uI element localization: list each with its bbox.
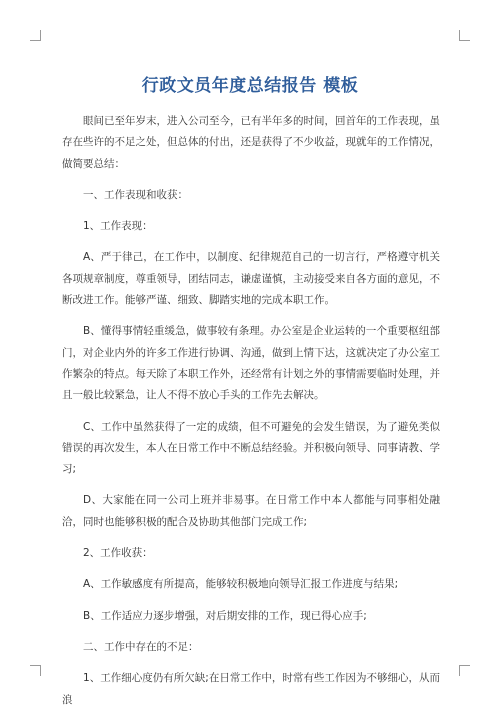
subheading-work-gains: 2、工作收获： — [83, 547, 153, 560]
crop-mark-bottom-left — [30, 665, 41, 676]
paragraph-performance-c: C、工作中虽然获得了一定的成绩，但不可避免的会发生错误，为了避免类似错误的再次发生，本人在日常工作中不断总结经验。并积极向领导、同事请教、学习; — [62, 420, 440, 476]
crop-mark-top-left — [30, 30, 41, 41]
paragraph-gains-b: B、工作适应力逐步增强，对后期安排的工作，现已得心应手; — [83, 609, 367, 622]
paragraph-intro: 眼间已至年岁末，进入公司至今，已有半年多的时间，回首年的工作表现，虽存在些许的不足之处，但总体的付出，还是获得了不少收益，现就年的工作情况，做简要总结： — [62, 115, 440, 170]
paragraph-shortcoming-1: 1、工作细心度仍有所欠缺;在日常工作中，时常有些工作因为不够细心，从而浪 — [62, 672, 440, 706]
crop-mark-bottom-right — [459, 665, 470, 676]
document-body — [62, 111, 440, 721]
paragraph-performance-b: B、懂得事情轻重缓急，做事较有条理。办公室是企业运转的一个重要枢纽部门，对企业内外的许多工作进行协调、沟通，做到上情下达，这就决定了办公室工作繁杂的特点。每天除了本职工作外，还经常有计划之外的事情需要临时处理，并且一般比较紧急，让人不得不放心手头的工作先去解决。 — [62, 325, 440, 402]
heading-shortcomings: 二、工作中存在的不足： — [83, 640, 199, 653]
document-title: 行政文员年度总结报告 模板 — [141, 76, 359, 97]
paragraph-gains-a: A、工作敏感度有所提高，能够较积极地向领导汇报工作进度与结果; — [83, 578, 399, 591]
subheading-work-performance: 1、工作表现： — [83, 220, 153, 233]
paragraph-performance-a: A、严于律己，在工作中，以制度、纪律规范自己的一切言行，严格遵守机关各项规章制度，尊重领导，团结同志，谦虚谨慎，主动接受来自各方面的意见，不断改进工作。能够严谨、细致、脚踏实地的完成本职工作。 — [62, 251, 440, 307]
paragraph-performance-d: D、大家能在同一公司上班并非易事。在日常工作中本人都能与同事相处融洽，同时也能够积极的配合及协助其他部门完成工作; — [62, 494, 440, 528]
heading-work-performance-and-gains: 一、工作表现和收获： — [83, 188, 188, 201]
crop-mark-top-right — [459, 30, 470, 41]
